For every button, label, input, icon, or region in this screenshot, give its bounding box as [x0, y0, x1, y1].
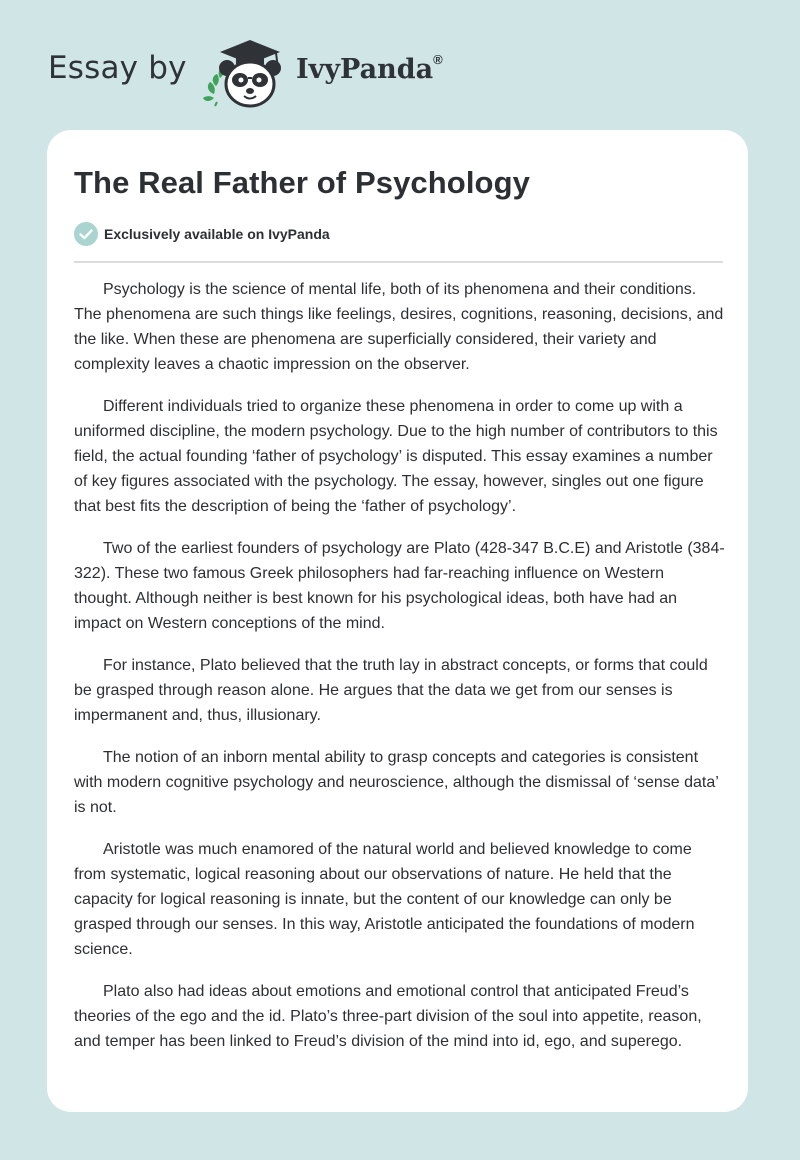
- page-title: The Real Father of Psychology: [74, 165, 530, 200]
- site-header: [0, 0, 800, 130]
- essay-paragraph: The notion of an inborn mental ability to grasp concepts and categories is consistent with modern cognitive psychology and neuroscience, although the dismissal of ‘sense data’ is not.: [74, 749, 719, 816]
- essay-paragraph: Psychology is the science of mental life, both of its phenomena and their conditions. The phenomena are such things like feelings, desires, cognitions, reasoning, decisions, and the like. When these are phenomena are superficially considered, their variety and complexity leaves a chaotic impression on the observer.: [74, 281, 724, 373]
- registered-mark: ®: [433, 52, 443, 67]
- essay-paragraph: Different individuals tried to organize these phenomena in order to come up with a uniformed discipline, the modern psychology. Due to the high number of contributors to this field, the actual founding ‘father of psychology’ is disputed. This essay examines a number of key figures associated with the psychology. The essay, however, singles out one figure that best fits the description of being the ‘father of psychology’.: [74, 398, 718, 515]
- essay-card: [47, 130, 748, 1112]
- essay-paragraph: Aristotle was much enamored of the natural world and believed knowledge to come from systematic, logical reasoning about our observations of nature. He held that the capacity for logical reasoning is innate, but the content of our knowledge can only be grasped through our senses. In this way, Aristotle anticipated the foundations of modern science.: [74, 841, 695, 958]
- checkmark-circle-icon: [74, 222, 98, 246]
- brand-name-text: IvyPanda: [296, 54, 434, 85]
- exclusive-badge-label: Exclusively available on IvyPanda: [104, 226, 330, 242]
- essay-paragraph: Two of the earliest founders of psychology are Plato (428-347 B.C.E) and Aristotle (384-322). These two famous Greek philosophers had far-reaching influence on Western thought. Although neither is best known for his psychological ideas, both have had an impact on Western conceptions of the mind.: [74, 540, 725, 632]
- essay-paragraph: For instance, Plato believed that the truth lay in abstract concepts, or forms that could be grasped through reason alone. He argues that the data we get from our senses is impermanent and, thus, illusionary.: [74, 657, 708, 724]
- essay-body: [74, 277, 726, 1071]
- panda-graduate-icon[interactable]: [200, 36, 292, 108]
- exclusive-badge: [74, 222, 330, 246]
- title-divider: [74, 261, 723, 263]
- essay-by-label: Essay by: [48, 50, 187, 86]
- essay-paragraph: Plato also had ideas about emotions and emotional control that anticipated Freud’s theories of the ego and the id. Plato’s three-part division of the soul into appetite, reason, and temper has been linked to Freud’s division of the mind into id, ego, and superego.: [74, 983, 702, 1050]
- brand-name[interactable]: [296, 54, 443, 85]
